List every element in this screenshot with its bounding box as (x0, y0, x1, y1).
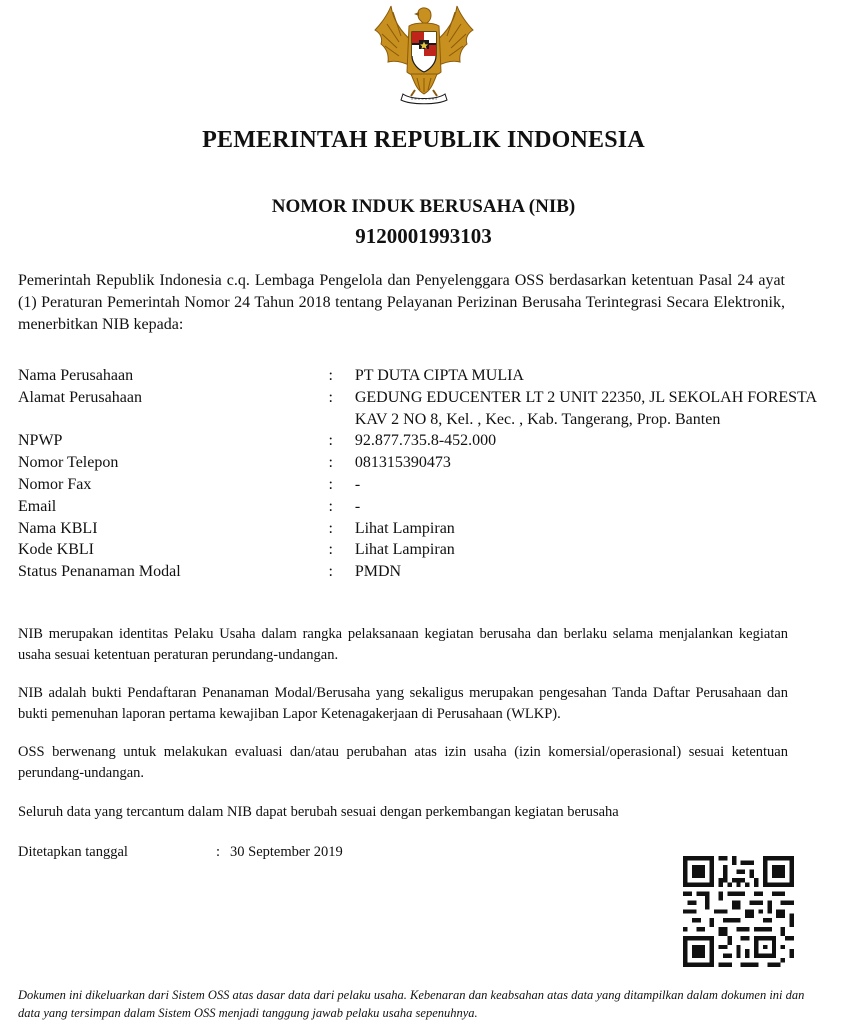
field-separator: : (328, 475, 333, 493)
field-label: Status Penanaman Modal (18, 563, 181, 581)
field-separator: : (328, 519, 333, 537)
field-value: PT DUTA CIPTA MULIA (354, 367, 524, 384)
field-separator: : (328, 432, 333, 450)
garuda-pancasila-emblem-icon (371, 2, 477, 106)
field-separator: : (328, 541, 333, 559)
field-value: GEDUNG EDUCENTER LT 2 UNIT 22350, JL SEKOLAH FORESTA KAV 2 NO 8, Kel. , Kec. , Kab. Tangerang, Prop. Banten (354, 388, 817, 428)
field-separator: : (328, 454, 333, 472)
paragraph-nib-identity: NIB merupakan identitas Pelaku Usaha dalam rangka pelaksanaan kegiatan berusaha dan berlaku selama menjalankan kegiatan usaha sesuai ketentuan peraturan perundang-undangan. (18, 626, 788, 663)
field-label: Nomor Telepon (18, 454, 119, 472)
field-separator: : (328, 497, 333, 515)
field-value: - (354, 475, 361, 493)
field-label: Alamat Perusahaan (18, 388, 142, 406)
issued-date-label: Ditetapkan tanggal (18, 844, 128, 860)
nib-number: 9120001993103 (355, 224, 492, 248)
field-row-npwp (18, 430, 818, 452)
issued-date-value: 30 September 2019 (230, 844, 343, 860)
field-label: Nama KBLI (18, 519, 98, 537)
footer-disclaimer: Dokumen ini dikeluarkan dari Sistem OSS atas dasar data dari pelaku usaha. Kebenaran dan keabsahan atas data yang ditampilkan dalam dokumen ini dan data yang tersimpan dalam Sistem OSS menjadi tanggung jawab pelaku usaha sepenuhnya. (18, 988, 805, 1020)
field-separator: : (328, 388, 333, 406)
field-row-company-name (18, 365, 818, 387)
field-row-email (18, 496, 818, 518)
field-separator: : (328, 563, 333, 581)
field-value: 92.877.735.8-452.000 (354, 432, 497, 450)
field-label: Nama Perusahaan (18, 367, 134, 384)
field-label: Email (18, 497, 57, 515)
field-label: Nomor Fax (18, 475, 92, 493)
paragraph-data-changes: Seluruh data yang tercantum dalam NIB dapat berubah sesuai dengan perkembangan kegiatan berusaha (18, 804, 619, 820)
field-row-investment-status (18, 561, 818, 583)
intro-paragraph: Pemerintah Republik Indonesia c.q. Lembaga Pengelola dan Penyelenggara OSS berdasarkan ketentuan Pasal 24 ayat (1) Peraturan Pemerintah Nomor 24 Tahun 2018 tentang Pelayanan Perizinan Berusaha Terintegrasi Secara Elektronik, menerbitkan NIB kepada: (18, 272, 785, 333)
field-row-company-address (18, 387, 818, 431)
qr-code-icon (683, 856, 794, 967)
field-separator: : (328, 367, 333, 384)
field-label: Kode KBLI (18, 541, 94, 559)
field-value: - (354, 497, 361, 515)
paragraph-oss-authority: OSS berwenang untuk melakukan evaluasi dan/atau perubahan atas izin usaha (izin komersial/operasional) sesuai ketentuan perundang-undangan. (18, 744, 788, 781)
field-row-kbli-code (18, 539, 818, 561)
field-row-fax (18, 474, 818, 496)
paragraph-nib-proof: NIB adalah bukti Pendaftaran Penanaman Modal/Berusaha yang sekaligus merupakan pengesahan Tanda Daftar Perusahaan dan bukti pemenuhan laporan pertama kewajiban Lapor Ketenagakerjaan di Perusahaan (WLKP). (18, 685, 788, 722)
government-title: PEMERINTAH REPUBLIK INDONESIA (202, 127, 645, 153)
field-label: NPWP (18, 432, 63, 450)
company-details-table (18, 365, 818, 583)
nib-title: NOMOR INDUK BERUSAHA (NIB) (271, 196, 576, 217)
field-row-kbli-name (18, 518, 818, 540)
field-value: PMDN (354, 563, 402, 581)
field-value: Lihat Lampiran (354, 541, 455, 559)
field-row-phone (18, 452, 818, 474)
field-value: Lihat Lampiran (354, 519, 455, 537)
field-value: 081315390473 (354, 454, 451, 472)
issued-date-separator: : (216, 844, 221, 860)
